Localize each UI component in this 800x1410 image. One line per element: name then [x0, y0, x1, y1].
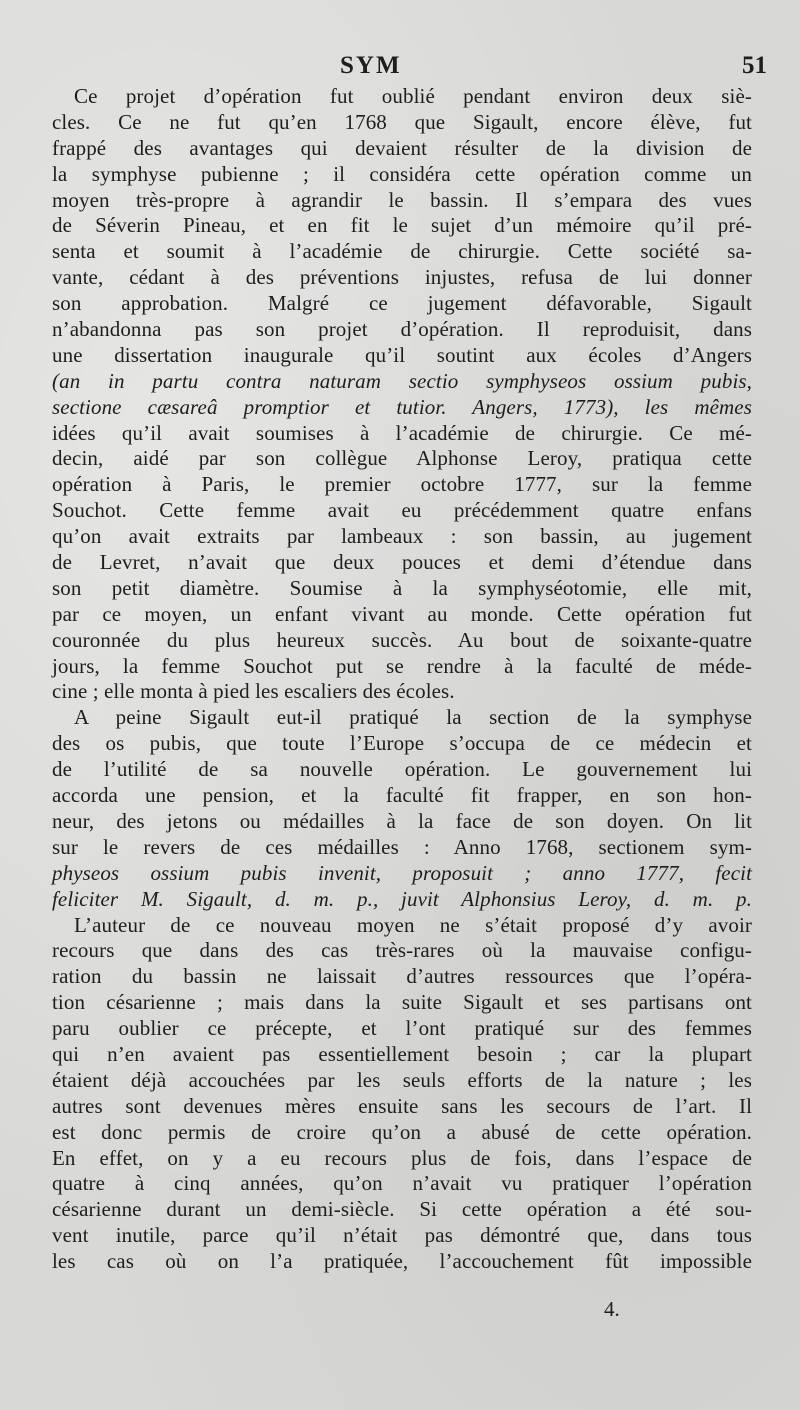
text-line-italic: sectione cæsareâ promptior et tutior. Angers, 1773), les mêmes	[52, 394, 752, 419]
text-line: recours que dans des cas très-rares où la mauvaise configu-	[52, 938, 752, 963]
text-line: idées qu’il avait soumises à l’académie de chirurgie. Ce mé-	[52, 420, 752, 445]
text-line: une dissertation inaugurale qu’il soutint aux écoles d’Angers	[52, 342, 752, 367]
text-line-italic: physeos ossium pubis invenit, proposuit ; anno 1777, fecit	[52, 860, 752, 885]
text-line: senta et soumit à l’académie de chirurgie. Cette société sa-	[52, 239, 752, 264]
text-line: tion césarienne ; mais dans la suite Sigault et ses partisans ont	[52, 990, 752, 1015]
text-line: les cas où on l’a pratiquée, l’accouchement fût impossible	[52, 1249, 752, 1274]
text-line: son petit diamètre. Soumise à la symphyséotomie, elle mit,	[52, 575, 752, 600]
text-line: de Levret, n’avait que deux pouces et demi d’étendue dans	[52, 550, 752, 575]
text-line: ration du bassin ne laissait d’autres ressources que l’opéra-	[52, 964, 752, 989]
text-line: son approbation. Malgré ce jugement défavorable, Sigault	[52, 291, 752, 316]
text-line: quatre à cinq années, qu’on n’avait vu pratiquer l’opération	[52, 1171, 752, 1196]
text-line: des os pubis, que toute l’Europe s’occupa de ce médecin et	[52, 731, 752, 756]
text-line: est donc permis de croire qu’on a abusé de cette opération.	[52, 1119, 752, 1144]
text-line: vent inutile, parce qu’il n’était pas démontré que, dans tous	[52, 1223, 752, 1248]
text-line: frappé des avantages qui devaient résulter de la division de	[52, 135, 752, 160]
text-line: neur, des jetons ou médailles à la face de son doyen. On lit	[52, 808, 752, 833]
text-line: la symphyse pubienne ; il considéra cette opération comme un	[52, 161, 752, 186]
text-line: par ce moyen, un enfant vivant au monde. Cette opération fut	[52, 601, 752, 626]
text-line: qui n’en avaient pas essentiellement besoin ; car la plupart	[52, 1041, 752, 1066]
running-head: SYM	[340, 52, 402, 79]
text-line: En effet, on y a eu recours plus de fois, dans l’espace de	[52, 1145, 752, 1170]
text-line: de l’utilité de sa nouvelle opération. Le gouvernement lui	[52, 757, 752, 782]
text-line: L’auteur de ce nouveau moyen ne s’était proposé d’y avoir	[74, 912, 752, 937]
text-line: vante, cédant à des préventions injustes, refusa de lui donner	[52, 265, 752, 290]
text-line: n’abandonna pas son projet d’opération. Il reproduisit, dans	[52, 317, 752, 342]
text-line-italic: (an in partu contra naturam sectio symphyseos ossium pubis,	[52, 368, 752, 393]
text-line: jours, la femme Souchot put se rendre à la faculté de méde-	[52, 653, 752, 678]
text-line: césarienne durant un demi-siècle. Si cette opération a été sou-	[52, 1197, 752, 1222]
text-line: decin, aidé par son collègue Alphonse Leroy, pratiqua cette	[52, 446, 752, 471]
text-line: Souchot. Cette femme avait eu précédemment quatre enfans	[52, 498, 752, 523]
page-header	[0, 52, 800, 86]
text-line: couronnée du plus heureux succès. Au bout de soixante-quatre	[52, 627, 752, 652]
signature-mark: 4.	[604, 1297, 620, 1321]
text-line: A peine Sigault eut-il pratiqué la section de la symphyse	[74, 705, 752, 730]
text-line: moyen très-propre à agrandir le bassin. Il s’empara des vues	[52, 187, 752, 212]
text-line: accorda une pension, et la faculté fit frapper, en son hon-	[52, 783, 752, 808]
text-line: étaient déjà accouchées par les seuls efforts de la nature ; les	[52, 1067, 752, 1092]
text-line: paru oublier ce précepte, et l’ont pratiqué sur des femmes	[52, 1016, 752, 1041]
text-line: cles. Ce ne fut qu’en 1768 que Sigault, encore élève, fut	[52, 109, 752, 134]
text-line: de Séverin Pineau, et en fit le sujet d’un mémoire qu’il pré-	[52, 213, 752, 238]
text-line-italic: feliciter M. Sigault, d. m. p., juvit Alphonsius Leroy, d. m. p.	[52, 886, 752, 911]
text-line: opération à Paris, le premier octobre 1777, sur la femme	[52, 472, 752, 497]
text-line: Ce projet d’opération fut oublié pendant environ deux siè-	[74, 84, 752, 108]
page-number: 51	[742, 52, 767, 79]
text-line: cine ; elle monta à pied les escaliers des écoles.	[52, 679, 455, 704]
body-text	[52, 84, 752, 1275]
text-line: qu’on avait extraits par lambeaux : son bassin, au jugement	[52, 524, 752, 549]
text-line: sur le revers de ces médailles : Anno 1768, sectionem sym-	[52, 834, 752, 859]
text-line: autres sont devenues mères ensuite sans les secours de l’art. Il	[52, 1093, 752, 1118]
